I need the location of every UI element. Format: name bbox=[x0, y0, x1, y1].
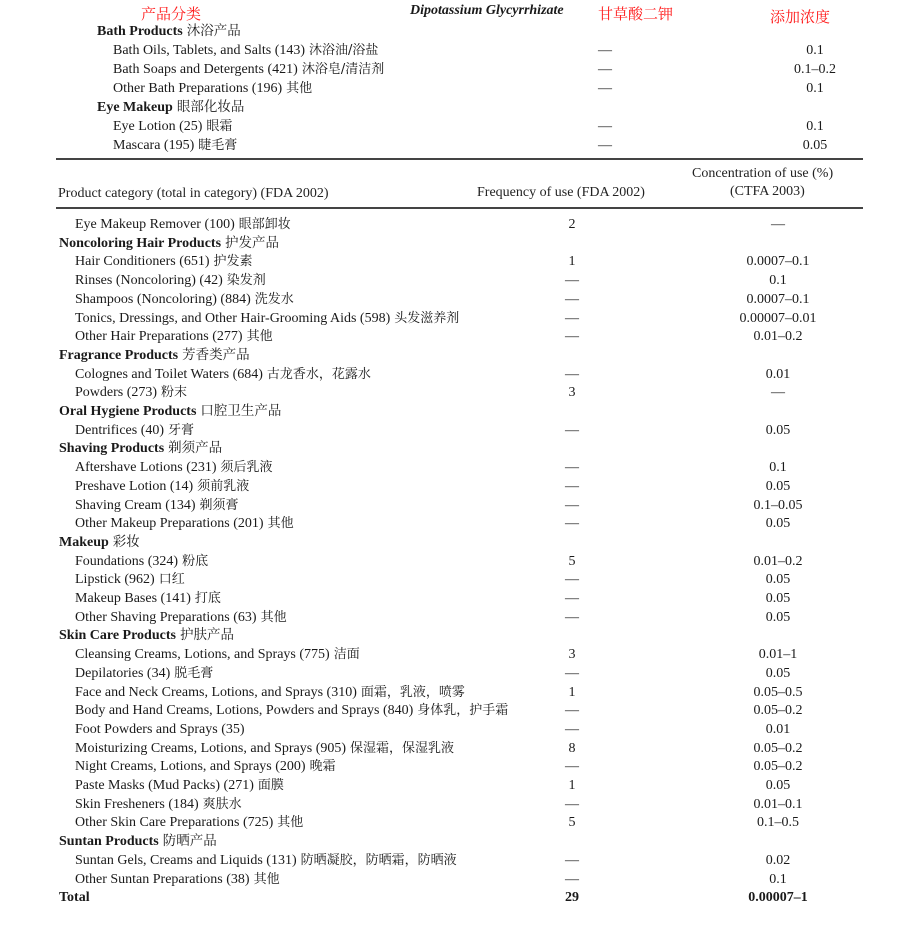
row-label-en: Other Makeup Preparations (201) bbox=[75, 516, 264, 532]
frequency-cell: 5 bbox=[568, 553, 576, 569]
concentration-cell: 0.01–0.2 bbox=[753, 553, 803, 569]
table-row bbox=[0, 60, 922, 79]
divider bbox=[56, 158, 863, 160]
frequency-cell: 1 bbox=[568, 254, 576, 270]
frequency-cell: — bbox=[565, 478, 579, 494]
row-label-zh: 睫毛膏 bbox=[198, 138, 238, 153]
row-label bbox=[75, 870, 280, 889]
row-label bbox=[75, 215, 291, 234]
row-label-en: Total bbox=[59, 890, 90, 906]
category-header-row bbox=[0, 234, 922, 253]
ingredient-zh-name: 甘草酸二钾 bbox=[598, 5, 674, 23]
table-row bbox=[0, 757, 922, 776]
frequency-cell: — bbox=[565, 759, 579, 775]
frequency-cell: 2 bbox=[568, 217, 576, 232]
row-label-en: Rinses (Noncoloring) (42) bbox=[75, 273, 223, 289]
table-row bbox=[0, 215, 922, 234]
column-header-category: Product category (total in category) (FDA 2002) bbox=[58, 186, 329, 201]
row-label-zh: 洗发水 bbox=[254, 291, 294, 307]
frequency-cell: 3 bbox=[568, 647, 576, 663]
row-label bbox=[59, 533, 140, 552]
category-header-row bbox=[0, 439, 922, 458]
table-row bbox=[0, 252, 922, 271]
row-label bbox=[75, 421, 194, 440]
frequency-cell: — bbox=[565, 460, 579, 476]
row-label-en: Moisturizing Creams, Lotions, and Sprays (905) bbox=[75, 740, 347, 756]
frequency-cell: — bbox=[598, 43, 612, 58]
row-label bbox=[113, 41, 378, 60]
row-label bbox=[75, 608, 287, 627]
table-row bbox=[0, 570, 922, 589]
concentration-cell: 0.1–0.5 bbox=[757, 815, 799, 831]
row-label-en: Lipstick (962) bbox=[75, 572, 155, 588]
table-row bbox=[0, 458, 922, 477]
concentration-zh-heading: 添加浓度 bbox=[770, 8, 831, 26]
row-label bbox=[75, 739, 454, 758]
row-label-zh: 护发产品 bbox=[225, 234, 280, 251]
row-label bbox=[75, 683, 465, 702]
table-row bbox=[0, 813, 922, 832]
table-row bbox=[0, 309, 922, 328]
row-label-zh: 须后乳液 bbox=[220, 460, 273, 476]
concentration-cell: 0.02 bbox=[765, 852, 791, 868]
table-row bbox=[0, 870, 922, 889]
table-row bbox=[0, 645, 922, 664]
table-row bbox=[0, 720, 922, 739]
row-label-zh: 防晒产品 bbox=[162, 833, 217, 850]
frequency-cell: 1 bbox=[568, 684, 576, 700]
concentration-cell: 0.00007–0.01 bbox=[739, 310, 817, 326]
table-row bbox=[0, 327, 922, 346]
row-label-zh: 其他 bbox=[253, 871, 280, 887]
row-label-zh: 剃须膏 bbox=[199, 497, 239, 513]
concentration-cell: 0.05 bbox=[802, 138, 828, 153]
row-label bbox=[113, 136, 237, 155]
row-label bbox=[75, 645, 360, 664]
frequency-cell: — bbox=[598, 138, 612, 153]
frequency-cell: — bbox=[565, 422, 579, 438]
row-label bbox=[97, 22, 241, 41]
row-label-zh: 牙膏 bbox=[168, 422, 195, 438]
row-label-zh: 护发素 bbox=[213, 254, 253, 270]
row-label-zh: 晚霜 bbox=[309, 759, 336, 775]
table-row bbox=[0, 496, 922, 515]
row-label-en: Makeup bbox=[59, 534, 109, 550]
row-label-en: Foundations (324) bbox=[75, 553, 179, 569]
row-label-en: Preshave Lotion (14) bbox=[75, 478, 194, 494]
row-label bbox=[75, 477, 249, 496]
table-row bbox=[0, 851, 922, 870]
frequency-cell: — bbox=[598, 119, 612, 134]
concentration-cell: 0.1–0.05 bbox=[753, 497, 803, 513]
row-label-zh: 古龙香水，花露水 bbox=[266, 366, 371, 382]
table-row bbox=[0, 552, 922, 571]
row-label-en: Bath Soaps and Detergents (421) bbox=[113, 62, 298, 77]
row-label bbox=[75, 851, 457, 870]
row-label bbox=[75, 720, 245, 739]
row-label-zh: 面霜，乳液，喷雾 bbox=[360, 684, 465, 700]
frequency-cell: — bbox=[565, 703, 579, 719]
row-label bbox=[75, 271, 266, 290]
concentration-cell: 0.1 bbox=[806, 81, 824, 96]
concentration-cell: 0.05 bbox=[765, 516, 791, 532]
row-label-en: Shaving Products bbox=[59, 441, 165, 457]
table-row bbox=[0, 290, 922, 309]
row-label-zh: 头发滋养剂 bbox=[394, 310, 460, 326]
row-label-zh: 眼部化妆品 bbox=[176, 99, 245, 115]
table-row bbox=[0, 514, 922, 533]
concentration-cell: 0.01–0.1 bbox=[753, 796, 803, 812]
row-label bbox=[75, 757, 336, 776]
row-label-en: Hair Conditioners (651) bbox=[75, 254, 210, 270]
concentration-cell: 0.05 bbox=[765, 478, 791, 494]
concentration-cell: 0.1 bbox=[806, 119, 824, 134]
row-label bbox=[75, 570, 185, 589]
row-label-en: Colognes and Toilet Waters (684) bbox=[75, 366, 263, 382]
table-row bbox=[0, 383, 922, 402]
frequency-cell: — bbox=[565, 852, 579, 868]
row-label-en: Eye Lotion (25) bbox=[113, 119, 203, 134]
table-row bbox=[0, 79, 922, 98]
concentration-cell: 0.0007–0.1 bbox=[746, 254, 810, 270]
row-label-en: Other Skin Care Preparations (725) bbox=[75, 815, 274, 831]
frequency-cell: — bbox=[565, 329, 579, 345]
concentration-cell: 0.01–1 bbox=[758, 647, 798, 663]
table-row bbox=[0, 739, 922, 758]
row-label-zh: 口腔卫生产品 bbox=[200, 403, 282, 419]
row-label-en: Other Hair Preparations (277) bbox=[75, 329, 243, 345]
row-label-en: Eye Makeup bbox=[97, 100, 173, 115]
row-label-en: Other Bath Preparations (196) bbox=[113, 81, 283, 96]
row-label bbox=[59, 832, 217, 851]
table-row bbox=[0, 683, 922, 702]
row-label bbox=[75, 514, 294, 533]
row-label bbox=[75, 496, 239, 515]
frequency-cell: 1 bbox=[568, 778, 576, 793]
concentration-cell: 0.0007–0.1 bbox=[746, 291, 810, 307]
ingredient-name: Dipotassium Glycyrrhizate bbox=[410, 3, 564, 18]
frequency-cell: — bbox=[565, 721, 579, 737]
total-row bbox=[0, 888, 922, 907]
table-row bbox=[0, 41, 922, 60]
concentration-cell: 0.05 bbox=[765, 665, 791, 681]
row-label-en: Bath Oils, Tablets, and Salts (143) bbox=[113, 43, 306, 58]
row-label bbox=[75, 290, 294, 309]
frequency-cell: — bbox=[598, 62, 612, 77]
row-label-zh: 粉底 bbox=[182, 553, 209, 569]
table-row bbox=[0, 117, 922, 136]
table-row bbox=[0, 421, 922, 440]
row-label-zh: 沐浴皂/清洁剂 bbox=[301, 62, 385, 77]
frequency-cell: 3 bbox=[568, 385, 576, 401]
row-label bbox=[113, 79, 312, 98]
row-label-zh: 粉末 bbox=[161, 385, 188, 401]
row-label-en: Face and Neck Creams, Lotions, and Sprays (310) bbox=[75, 684, 357, 700]
concentration-cell: 0.05 bbox=[765, 778, 791, 793]
row-label-zh: 身体乳，护手霜 bbox=[417, 703, 509, 719]
frequency-cell: — bbox=[565, 273, 579, 289]
row-label-en: Body and Hand Creams, Lotions, Powders and Sprays (840) bbox=[75, 703, 414, 719]
row-label bbox=[59, 402, 281, 421]
row-label-en: Shaving Cream (134) bbox=[75, 497, 196, 513]
row-label-zh: 眼霜 bbox=[206, 119, 233, 134]
row-label-zh: 脱毛膏 bbox=[174, 665, 214, 681]
row-label-en: Oral Hygiene Products bbox=[59, 404, 197, 419]
frequency-cell: — bbox=[565, 516, 579, 532]
row-label-zh: 爽肤水 bbox=[202, 796, 242, 812]
concentration-cell: 0.1 bbox=[769, 871, 787, 887]
row-label-en: Other Suntan Preparations (38) bbox=[75, 871, 250, 887]
row-label bbox=[75, 776, 284, 795]
concentration-cell: 0.1–0.2 bbox=[794, 62, 836, 77]
frequency-cell: 8 bbox=[568, 740, 576, 756]
row-label bbox=[113, 117, 232, 136]
category-header-row bbox=[0, 626, 922, 645]
concentration-cell: 0.1 bbox=[769, 460, 787, 476]
row-label-en: Makeup Bases (141) bbox=[75, 591, 191, 606]
frequency-cell: — bbox=[565, 796, 579, 812]
row-label bbox=[75, 458, 273, 477]
category-header-row bbox=[0, 98, 922, 117]
row-label-zh: 口红 bbox=[158, 572, 185, 588]
row-label bbox=[97, 98, 244, 117]
frequency-cell: — bbox=[565, 497, 579, 513]
concentration-cell: 0.05 bbox=[765, 591, 791, 606]
row-label-zh: 护肤产品 bbox=[179, 627, 234, 644]
concentration-cell: 0.01 bbox=[765, 366, 791, 382]
table-row bbox=[0, 776, 922, 795]
row-label bbox=[59, 626, 234, 645]
row-label-zh: 其他 bbox=[267, 516, 294, 532]
row-label-en: Noncoloring Hair Products bbox=[59, 235, 222, 251]
row-label-en: Paste Masks (Mud Packs) (271) bbox=[75, 778, 254, 793]
category-header-row bbox=[0, 832, 922, 851]
frequency-cell: 29 bbox=[565, 890, 579, 906]
row-label bbox=[75, 252, 253, 271]
frequency-cell: — bbox=[565, 665, 579, 681]
row-label-zh: 打底 bbox=[194, 591, 221, 606]
concentration-cell: 0.1 bbox=[769, 273, 787, 289]
row-label-zh: 眼部卸妆 bbox=[238, 217, 291, 232]
concentration-cell: 0.01 bbox=[765, 721, 791, 737]
category-zh-heading: 产品分类 bbox=[141, 5, 202, 23]
row-label-zh: 沐浴产品 bbox=[186, 23, 241, 39]
row-label bbox=[59, 234, 279, 253]
row-label-en: Suntan Gels, Creams and Liquids (131) bbox=[75, 852, 297, 868]
row-label-zh: 面膜 bbox=[257, 778, 284, 793]
frequency-cell: — bbox=[565, 609, 579, 625]
row-label-en: Depilatories (34) bbox=[75, 665, 171, 681]
row-label-zh: 其他 bbox=[277, 815, 304, 831]
row-label bbox=[59, 346, 250, 365]
row-label-en: Powders (273) bbox=[75, 385, 158, 401]
row-label bbox=[75, 552, 208, 571]
row-label-en: Cleansing Creams, Lotions, and Sprays (775) bbox=[75, 647, 330, 663]
frequency-cell: — bbox=[565, 572, 579, 588]
row-label-en: Skin Fresheners (184) bbox=[75, 796, 199, 812]
concentration-cell: 0.05–0.5 bbox=[753, 684, 803, 700]
row-label-zh: 须前乳液 bbox=[197, 478, 250, 494]
frequency-cell: — bbox=[565, 310, 579, 326]
row-label-zh: 其他 bbox=[286, 81, 313, 96]
column-header-concentration: Concentration of use (%) bbox=[692, 166, 834, 181]
table-row bbox=[0, 136, 922, 155]
table-row bbox=[0, 701, 922, 720]
concentration-cell: — bbox=[771, 385, 785, 401]
row-label-zh: 彩妆 bbox=[112, 533, 140, 550]
concentration-cell: 0.05 bbox=[765, 422, 791, 438]
concentration-cell: 0.05 bbox=[765, 572, 791, 588]
row-label-zh: 染发剂 bbox=[226, 273, 266, 289]
category-header-row bbox=[0, 22, 922, 41]
row-label-en: Skin Care Products bbox=[59, 628, 176, 644]
category-header-row bbox=[0, 346, 922, 365]
table-row bbox=[0, 271, 922, 290]
row-label-zh: 剃须产品 bbox=[168, 440, 223, 457]
row-label bbox=[75, 365, 371, 384]
row-label-en: Tonics, Dressings, and Other Hair-Grooming Aids (598) bbox=[75, 310, 391, 326]
frequency-cell: — bbox=[598, 81, 612, 96]
row-label bbox=[75, 664, 213, 683]
row-label-en: Shampoos (Noncoloring) (884) bbox=[75, 291, 251, 307]
table-row bbox=[0, 477, 922, 496]
column-header-concentration-source: (CTFA 2003) bbox=[730, 184, 805, 199]
row-label bbox=[75, 383, 187, 402]
category-header-row bbox=[0, 402, 922, 421]
row-label-en: Dentrifices (40) bbox=[75, 422, 165, 438]
table-row bbox=[0, 365, 922, 384]
row-label-zh: 洁面 bbox=[333, 647, 360, 663]
row-label bbox=[75, 701, 508, 720]
row-label-zh: 其他 bbox=[246, 329, 273, 345]
table-row bbox=[0, 589, 922, 608]
concentration-cell: 0.01–0.2 bbox=[753, 329, 803, 345]
row-label-en: Suntan Products bbox=[59, 834, 159, 850]
row-label bbox=[75, 795, 242, 814]
row-label-en: Foot Powders and Sprays (35) bbox=[75, 721, 245, 737]
column-header-frequency: Frequency of use (FDA 2002) bbox=[477, 185, 645, 200]
row-label-zh: 芳香类产品 bbox=[182, 346, 250, 363]
row-label bbox=[75, 327, 273, 346]
row-label bbox=[59, 439, 222, 458]
category-header-row bbox=[0, 533, 922, 552]
concentration-cell: 0.1 bbox=[806, 43, 824, 58]
row-label bbox=[113, 60, 384, 79]
frequency-cell: — bbox=[565, 871, 579, 887]
row-label-en: Night Creams, Lotions, and Sprays (200) bbox=[75, 759, 306, 775]
table-row bbox=[0, 608, 922, 627]
row-label-zh: 保湿霜，保湿乳液 bbox=[350, 740, 455, 756]
row-label-en: Aftershave Lotions (231) bbox=[75, 460, 217, 476]
concentration-cell: 0.00007–1 bbox=[748, 890, 808, 906]
row-label bbox=[75, 309, 459, 328]
divider bbox=[56, 207, 863, 209]
row-label bbox=[59, 888, 90, 907]
row-label-en: Other Shaving Preparations (63) bbox=[75, 609, 257, 625]
concentration-cell: 0.05–0.2 bbox=[753, 759, 803, 775]
row-label bbox=[75, 813, 303, 832]
frequency-cell: — bbox=[565, 591, 579, 606]
row-label bbox=[75, 589, 221, 608]
concentration-cell: — bbox=[771, 217, 785, 232]
table-row bbox=[0, 795, 922, 814]
row-label-en: Mascara (195) bbox=[113, 138, 195, 153]
table-row bbox=[0, 664, 922, 683]
row-label-en: Fragrance Products bbox=[59, 347, 179, 363]
concentration-cell: 0.05 bbox=[765, 609, 791, 625]
row-label-zh: 沐浴油/浴盐 bbox=[309, 43, 379, 58]
row-label-en: Bath Products bbox=[97, 24, 183, 39]
concentration-cell: 0.05–0.2 bbox=[753, 703, 803, 719]
frequency-cell: — bbox=[565, 291, 579, 307]
row-label-zh: 防晒凝胶，防晒霜，防晒液 bbox=[300, 852, 457, 868]
row-label-en: Eye Makeup Remover (100) bbox=[75, 217, 235, 232]
concentration-cell: 0.05–0.2 bbox=[753, 740, 803, 756]
frequency-cell: — bbox=[565, 366, 579, 382]
frequency-cell: 5 bbox=[568, 815, 576, 831]
row-label-zh: 其他 bbox=[260, 609, 287, 625]
